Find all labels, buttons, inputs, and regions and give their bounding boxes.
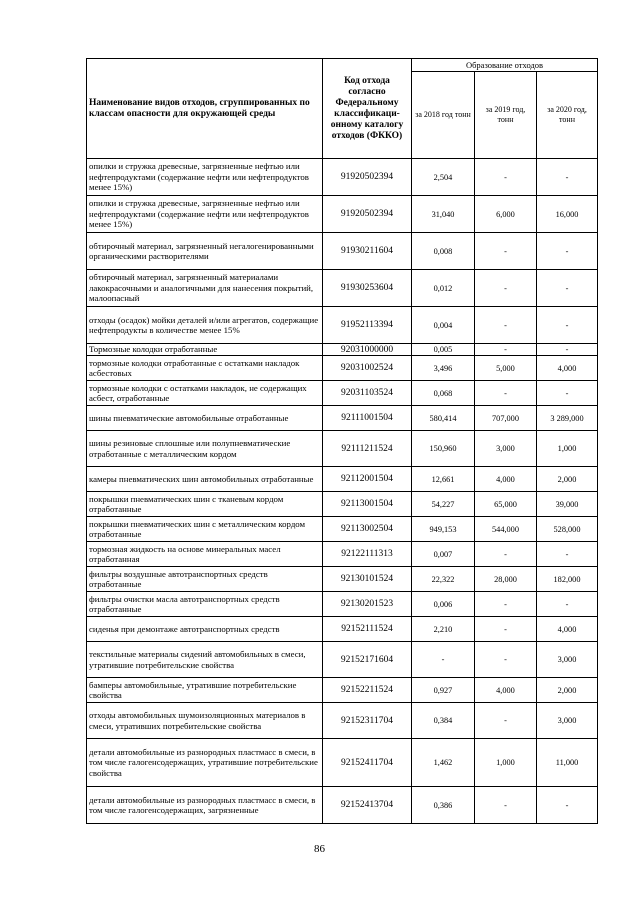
table-row bbox=[87, 787, 598, 824]
header-code: Код отхода согласно Федеральному классификаци-онному каталогу отходов (ФККО) bbox=[323, 59, 412, 159]
value-2018-cell: 0,008 bbox=[412, 233, 475, 270]
table-row bbox=[87, 431, 598, 467]
table-row bbox=[87, 492, 598, 517]
value-2019-cell: - bbox=[475, 159, 537, 196]
value-2018-cell: 12,661 bbox=[412, 467, 475, 492]
value-2019-cell: - bbox=[475, 787, 537, 824]
table-row bbox=[87, 381, 598, 406]
table-header bbox=[87, 59, 598, 159]
waste-name-cell: детали автомобильные из разнородных пластмасс в смеси, в том числе галогенсодержащих, утратившие потребительские свойства bbox=[87, 739, 323, 787]
waste-name-cell: камеры пневматических шин автомобильных отработанные bbox=[87, 467, 323, 492]
table-row bbox=[87, 642, 598, 678]
waste-name-cell: отходы (осадок) мойки деталей и/или агрегатов, содержащие нефтепродукты в количестве менее 15% bbox=[87, 307, 323, 344]
waste-name-cell: текстильные материалы сидений автомобильных в смеси, утратившие потребительские свойства bbox=[87, 642, 323, 678]
waste-name-cell: шины резиновые сплошные или полупневматические отработанные с металлическим кордом bbox=[87, 431, 323, 467]
value-2020-cell: - bbox=[537, 787, 598, 824]
table-row bbox=[87, 517, 598, 542]
value-2020-cell: - bbox=[537, 159, 598, 196]
value-2020-cell: 1,000 bbox=[537, 431, 598, 467]
value-2018-cell: 0,386 bbox=[412, 787, 475, 824]
value-2020-cell: - bbox=[537, 307, 598, 344]
waste-code-cell: 92112001504 bbox=[323, 467, 412, 492]
value-2019-cell: 1,000 bbox=[475, 739, 537, 787]
table-row bbox=[87, 467, 598, 492]
waste-code-cell: 92113002504 bbox=[323, 517, 412, 542]
waste-code-cell: 92152211524 bbox=[323, 678, 412, 703]
waste-code-cell: 92152411704 bbox=[323, 739, 412, 787]
waste-code-cell: 92111211524 bbox=[323, 431, 412, 467]
value-2019-cell: 3,000 bbox=[475, 431, 537, 467]
value-2018-cell: 0,384 bbox=[412, 703, 475, 739]
value-2020-cell: 2,000 bbox=[537, 678, 598, 703]
value-2018-cell: 22,322 bbox=[412, 567, 475, 592]
table-row bbox=[87, 592, 598, 617]
value-2020-cell: 4,000 bbox=[537, 356, 598, 381]
value-2020-cell: 528,000 bbox=[537, 517, 598, 542]
table-row bbox=[87, 159, 598, 196]
table-row bbox=[87, 567, 598, 592]
value-2018-cell: - bbox=[412, 642, 475, 678]
waste-name-cell: детали автомобильные из разнородных пластмасс в смеси, в том числе галогенсодержащих, загрязненные bbox=[87, 787, 323, 824]
value-2018-cell: 0,012 bbox=[412, 270, 475, 307]
value-2019-cell: - bbox=[475, 703, 537, 739]
waste-code-cell: 91930211604 bbox=[323, 233, 412, 270]
table-row bbox=[87, 270, 598, 307]
waste-code-cell: 91930253604 bbox=[323, 270, 412, 307]
value-2020-cell: - bbox=[537, 592, 598, 617]
table-row bbox=[87, 542, 598, 567]
waste-name-cell: покрышки пневматических шин с металлическим кордом отработанные bbox=[87, 517, 323, 542]
waste-name-cell: отходы автомобильных шумоизоляционных материалов в смеси, утративших потребительские свойства bbox=[87, 703, 323, 739]
value-2019-cell: 4,000 bbox=[475, 678, 537, 703]
header-2018: за 2018 год тонн bbox=[412, 72, 475, 159]
waste-name-cell: тормозные колодки с остатками накладок, не содержащих асбест, отработанные bbox=[87, 381, 323, 406]
waste-code-cell: 92152413704 bbox=[323, 787, 412, 824]
table-row bbox=[87, 703, 598, 739]
value-2020-cell: 182,000 bbox=[537, 567, 598, 592]
value-2020-cell: - bbox=[537, 381, 598, 406]
waste-code-cell: 92130101524 bbox=[323, 567, 412, 592]
value-2019-cell: - bbox=[475, 542, 537, 567]
value-2020-cell: 3,000 bbox=[537, 703, 598, 739]
waste-name-cell: опилки и стружка древесные, загрязненные нефтью или нефтепродуктами (содержание нефти или нефтепродуктов менее 15%) bbox=[87, 196, 323, 233]
value-2019-cell: - bbox=[475, 642, 537, 678]
table-row bbox=[87, 196, 598, 233]
value-2019-cell: - bbox=[475, 233, 537, 270]
value-2020-cell: - bbox=[537, 344, 598, 356]
value-2020-cell: 39,000 bbox=[537, 492, 598, 517]
value-2019-cell: - bbox=[475, 270, 537, 307]
value-2019-cell: - bbox=[475, 617, 537, 642]
value-2020-cell: 2,000 bbox=[537, 467, 598, 492]
value-2019-cell: - bbox=[475, 592, 537, 617]
value-2019-cell: 4,000 bbox=[475, 467, 537, 492]
value-2020-cell: - bbox=[537, 542, 598, 567]
value-2020-cell: 3 289,000 bbox=[537, 406, 598, 431]
value-2020-cell: 11,000 bbox=[537, 739, 598, 787]
value-2020-cell: 3,000 bbox=[537, 642, 598, 678]
waste-code-cell: 92122111313 bbox=[323, 542, 412, 567]
waste-code-cell: 92152311704 bbox=[323, 703, 412, 739]
value-2018-cell: 0,004 bbox=[412, 307, 475, 344]
header-waste-generation: Образование отходов bbox=[412, 59, 598, 72]
value-2020-cell: 4,000 bbox=[537, 617, 598, 642]
table-row bbox=[87, 739, 598, 787]
value-2019-cell: 28,000 bbox=[475, 567, 537, 592]
header-2020: за 2020 год, тонн bbox=[537, 72, 598, 159]
waste-code-cell: 92152111524 bbox=[323, 617, 412, 642]
waste-name-cell: Тормозные колодки отработанные bbox=[87, 344, 323, 356]
table-row bbox=[87, 678, 598, 703]
table-row bbox=[87, 344, 598, 356]
waste-name-cell: шины пневматические автомобильные отработанные bbox=[87, 406, 323, 431]
value-2020-cell: - bbox=[537, 270, 598, 307]
table-row bbox=[87, 307, 598, 344]
header-name: Наименование видов отходов, сгруппированных по классам опасности для окружающей среды bbox=[87, 59, 323, 159]
waste-code-cell: 91952113394 bbox=[323, 307, 412, 344]
waste-code-cell: 92111001504 bbox=[323, 406, 412, 431]
value-2018-cell: 54,227 bbox=[412, 492, 475, 517]
value-2019-cell: - bbox=[475, 344, 537, 356]
value-2018-cell: 150,960 bbox=[412, 431, 475, 467]
waste-code-cell: 91920502394 bbox=[323, 196, 412, 233]
value-2018-cell: 1,462 bbox=[412, 739, 475, 787]
value-2019-cell: - bbox=[475, 307, 537, 344]
value-2018-cell: 0,068 bbox=[412, 381, 475, 406]
waste-table bbox=[86, 58, 598, 824]
value-2018-cell: 0,005 bbox=[412, 344, 475, 356]
value-2019-cell: 707,000 bbox=[475, 406, 537, 431]
header-2019: за 2019 год, тонн bbox=[475, 72, 537, 159]
value-2019-cell: 65,000 bbox=[475, 492, 537, 517]
waste-code-cell: 92152171604 bbox=[323, 642, 412, 678]
value-2018-cell: 31,040 bbox=[412, 196, 475, 233]
value-2018-cell: 580,414 bbox=[412, 406, 475, 431]
table-row bbox=[87, 356, 598, 381]
value-2019-cell: 544,000 bbox=[475, 517, 537, 542]
waste-name-cell: покрышки пневматических шин с тканевым кордом отработанные bbox=[87, 492, 323, 517]
value-2018-cell: 0,006 bbox=[412, 592, 475, 617]
value-2019-cell: 5,000 bbox=[475, 356, 537, 381]
waste-name-cell: тормозные колодки отработанные с остатками накладок асбестовых bbox=[87, 356, 323, 381]
waste-name-cell: фильтры воздушные автотранспортных средств отработанные bbox=[87, 567, 323, 592]
value-2018-cell: 3,496 bbox=[412, 356, 475, 381]
waste-name-cell: бамперы автомобильные, утратившие потребительские свойства bbox=[87, 678, 323, 703]
waste-name-cell: сиденья при демонтаже автотранспортных средств bbox=[87, 617, 323, 642]
waste-code-cell: 92031000000 bbox=[323, 344, 412, 356]
value-2018-cell: 949,153 bbox=[412, 517, 475, 542]
waste-name-cell: обтирочный материал, загрязненный материалами лакокрасочными и аналогичными для нанесения покрытий, малоопасный bbox=[87, 270, 323, 307]
value-2018-cell: 2,210 bbox=[412, 617, 475, 642]
value-2018-cell: 0,007 bbox=[412, 542, 475, 567]
waste-name-cell: обтирочный материал, загрязненный негалогенированными органическими растворителями bbox=[87, 233, 323, 270]
waste-name-cell: опилки и стружка древесные, загрязненные нефтью или нефтепродуктами (содержание нефти или нефтепродуктов менее 15%) bbox=[87, 159, 323, 196]
waste-code-cell: 92113001504 bbox=[323, 492, 412, 517]
table-row bbox=[87, 233, 598, 270]
waste-code-cell: 92031103524 bbox=[323, 381, 412, 406]
value-2018-cell: 0,927 bbox=[412, 678, 475, 703]
value-2020-cell: 16,000 bbox=[537, 196, 598, 233]
value-2018-cell: 2,504 bbox=[412, 159, 475, 196]
value-2019-cell: - bbox=[475, 381, 537, 406]
waste-code-cell: 91920502394 bbox=[323, 159, 412, 196]
table-row bbox=[87, 406, 598, 431]
waste-name-cell: тормозная жидкость на основе минеральных масел отработанная bbox=[87, 542, 323, 567]
waste-code-cell: 92031002524 bbox=[323, 356, 412, 381]
table-row bbox=[87, 617, 598, 642]
value-2019-cell: 6,000 bbox=[475, 196, 537, 233]
waste-name-cell: фильтры очистки масла автотранспортных средств отработанные bbox=[87, 592, 323, 617]
waste-code-cell: 92130201523 bbox=[323, 592, 412, 617]
table-body bbox=[87, 159, 598, 824]
value-2020-cell: - bbox=[537, 233, 598, 270]
page-number: 86 bbox=[314, 843, 325, 855]
